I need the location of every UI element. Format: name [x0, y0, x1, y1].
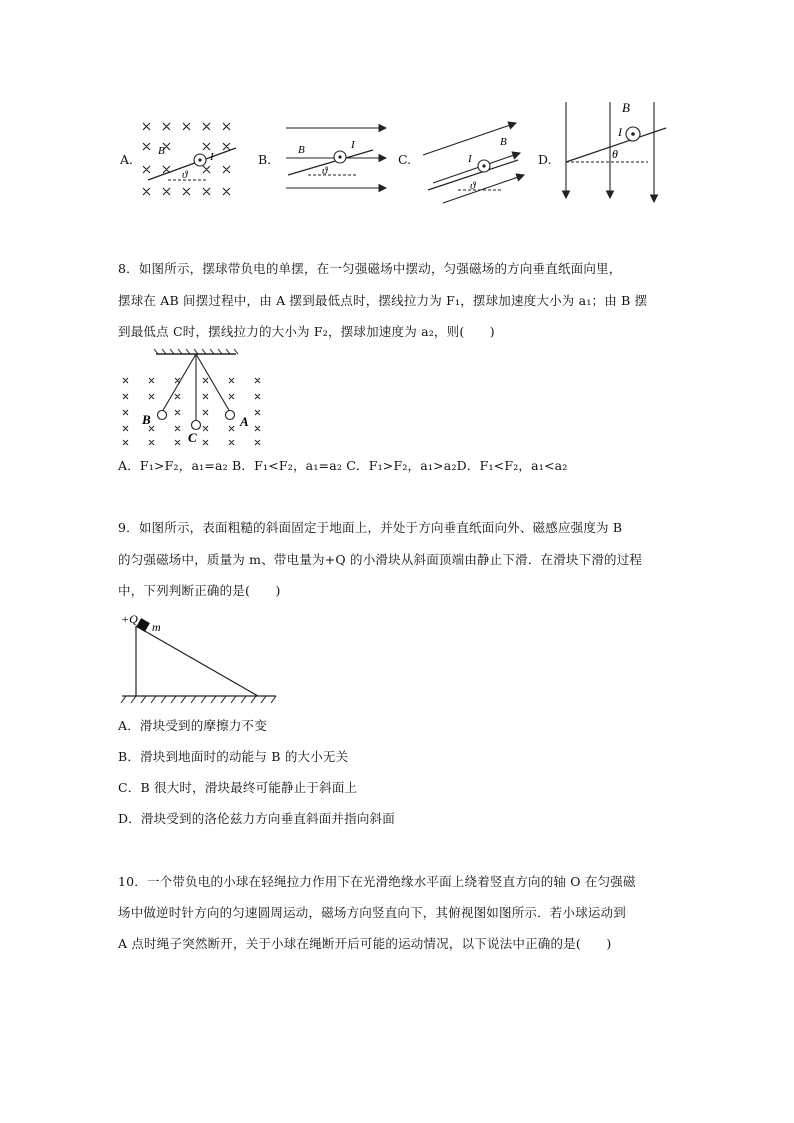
point-label-a: A	[240, 414, 249, 429]
q9-line-3: 中，下列判断正确的是( )	[118, 583, 281, 598]
point-label-c: C	[188, 430, 197, 445]
angle-label-theta: θ	[612, 147, 618, 161]
angle-label-theta: ϑ	[182, 169, 188, 181]
point-label-b: B	[142, 412, 151, 427]
current-label-i: I	[468, 153, 472, 165]
q7-figure-c	[418, 115, 528, 205]
q10-line-3: A 点时绳子突然断开，关于小球在绳断开后可能的运动情况，以下说法中正确的是( )	[118, 936, 612, 951]
q9-incline-figure	[118, 608, 288, 708]
current-label-i: I	[210, 151, 214, 163]
q7-figures	[110, 100, 690, 220]
q7-option-c-label: C.	[398, 152, 412, 167]
mass-label: m	[152, 620, 161, 634]
q8-line-3: 到最低点 C时，摆线拉力的大小为 F₂，摆球加速度为 a₂，则( )	[118, 324, 495, 339]
angle-label-theta: ϑ	[470, 180, 476, 192]
field-label-b: B	[298, 144, 305, 156]
q9-option-c: C．B 很大时，滑块最终可能静止于斜面上	[118, 780, 358, 795]
field-label-b: B	[158, 145, 165, 157]
cross-marks-into-page	[143, 123, 230, 195]
pendulum-ball-a	[226, 411, 235, 420]
q7-option-b-label: B.	[258, 152, 272, 167]
pendulum-ball-b	[158, 411, 167, 420]
q9-option-a: A．滑块受到的摩擦力不变	[118, 718, 267, 733]
charge-label: +Q	[121, 612, 138, 626]
q9-line-1: 9．如图所示，表面粗糙的斜面固定于地面上，并处于方向垂直纸面向外、磁感应强度为 B	[118, 520, 623, 535]
q7-figure-b	[278, 120, 393, 200]
q8-line-1: 8．如图所示，摆球带负电的单摆，在一匀强磁场中摆动，匀强磁场的方向垂直纸面向里，	[118, 261, 622, 276]
ground-hatch	[121, 696, 276, 703]
q7-figure-d	[558, 98, 683, 208]
q10-line-2: 场中做逆时针方向的匀速圆周运动，磁场方向竖直向下，其俯视图如图所示．若小球运动到	[118, 905, 627, 920]
q7-option-a-label: A.	[120, 152, 134, 167]
angle-label-theta: ϑ	[322, 165, 328, 177]
q9-option-d: D．滑块受到的洛伦兹力方向垂直斜面并指向斜面	[118, 811, 395, 826]
field-label-b: B	[622, 100, 630, 115]
q9-line-2: 的匀强磁场中，质量为 m、带电量为+Q 的小滑块从斜面顶端由静止下滑．在滑块下滑的过程	[118, 552, 643, 567]
field-label-b: B	[500, 136, 507, 148]
q7-figure-a	[138, 118, 248, 208]
current-label-i: I	[618, 125, 622, 139]
q8-line-2: 摆球在 AB 间摆过程中，由 A 摆到最低点时，摆线拉力为 F₁，摆球加速度大小为 a₁；由 B 摆	[118, 293, 648, 308]
current-label-i: I	[351, 139, 355, 151]
slider-block	[136, 618, 150, 632]
q10-line-1: 10．一个带负电的小球在轻绳拉力作用下在光滑绝缘水平面上绕着竖直方向的轴 O 在匀强磁	[118, 874, 636, 889]
q7-option-d-label: D.	[538, 152, 552, 167]
ceiling-hatch	[154, 349, 238, 354]
q9-option-b: B．滑块到地面时的动能与 B 的大小无关	[118, 749, 349, 764]
q8-pendulum-figure	[118, 348, 268, 453]
q8-options: A．F₁>F₂，a₁=a₂ B．F₁<F₂，a₁=a₂ C．F₁>F₂，a₁>a₂D．F₁<F₂，a₁<a₂	[118, 458, 568, 473]
pendulum-ball-c	[192, 421, 201, 430]
